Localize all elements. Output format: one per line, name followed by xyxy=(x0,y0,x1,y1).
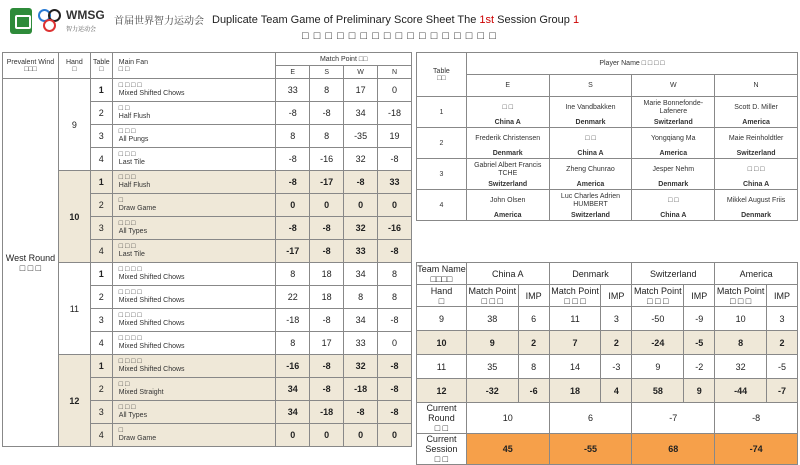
table-number: 3 xyxy=(90,309,112,332)
score-row xyxy=(417,331,798,355)
match-point-e: -8 xyxy=(276,148,310,171)
match-point-e: 8 xyxy=(276,125,310,148)
main-fan-cell: □ □ □ □ Mixed Shifted Chows xyxy=(112,286,275,309)
col-table: Table □ xyxy=(90,53,112,79)
imp-value: -3 xyxy=(601,355,632,379)
player-name: Jesper Nehm xyxy=(632,159,715,181)
col-match-point: Match Point □ □ □ xyxy=(632,285,684,307)
player-name: Yongqiang Ma xyxy=(632,128,715,150)
table-number: 2 xyxy=(90,194,112,217)
match-point-w: 0 xyxy=(344,194,378,217)
player-name: John Olsen xyxy=(466,190,549,212)
hand-number: 10 xyxy=(417,331,467,355)
match-point-s: -8 xyxy=(310,102,344,125)
match-point-w: 34 xyxy=(344,263,378,286)
match-point-value: 32 xyxy=(715,355,767,379)
table-number: 3 xyxy=(90,125,112,148)
player-name: Zheng Chunrao xyxy=(549,159,632,181)
match-point-e: 22 xyxy=(276,286,310,309)
match-point-n: 19 xyxy=(378,125,412,148)
current-session-value: -55 xyxy=(549,434,632,465)
table-number: 3 xyxy=(90,401,112,424)
table-number: 1 xyxy=(90,263,112,286)
player-name: Marie Bonnefonde-Lafenere xyxy=(632,97,715,119)
imp-value: -9 xyxy=(684,307,715,331)
player-name: □ □ xyxy=(549,128,632,150)
match-point-w: 17 xyxy=(344,79,378,102)
current-session-value: 68 xyxy=(632,434,715,465)
hand-number: 11 xyxy=(58,263,90,355)
player-country: Switzerland xyxy=(549,211,632,221)
match-point-n: -8 xyxy=(378,378,412,401)
match-point-n: 33 xyxy=(378,171,412,194)
match-point-s: 18 xyxy=(310,286,344,309)
player-name: □ □ xyxy=(632,190,715,212)
main-fan-cell: □ □ □ All Types xyxy=(112,217,275,240)
player-name: Maie Reinholdtler xyxy=(715,128,798,150)
player-name: Luc Charles Adrien HUMBERT xyxy=(549,190,632,212)
player-country: Switzerland xyxy=(466,180,549,190)
player-country: Switzerland xyxy=(632,118,715,128)
match-point-w: -8 xyxy=(344,401,378,424)
hand-number: 11 xyxy=(417,355,467,379)
current-session-value: -74 xyxy=(715,434,798,465)
main-fan-cell: □ □ □ Last Tile xyxy=(112,240,275,263)
current-round-value: -7 xyxy=(632,403,715,434)
hand-number: 12 xyxy=(58,355,90,447)
table-number: 4 xyxy=(417,190,467,221)
hand-number: 9 xyxy=(417,307,467,331)
hand-row xyxy=(3,355,412,378)
match-point-value: 14 xyxy=(549,355,601,379)
match-point-e: 0 xyxy=(276,194,310,217)
col-hand: Hand □ xyxy=(417,285,467,307)
player-name: Gabriel Albert Francis TCHE xyxy=(466,159,549,181)
main-fan-cell: □ □ □ Half Flush xyxy=(112,171,275,194)
wind-w: W xyxy=(632,75,715,97)
match-point-n: -8 xyxy=(378,240,412,263)
imp-value: 6 xyxy=(518,307,549,331)
match-point-e: 34 xyxy=(276,401,310,424)
player-country: Denmark xyxy=(715,211,798,221)
score-row xyxy=(417,355,798,379)
match-point-value: 18 xyxy=(549,379,601,403)
hand-number: 9 xyxy=(58,79,90,171)
wind-e: E xyxy=(466,75,549,97)
score-row xyxy=(417,307,798,331)
hand-row xyxy=(3,263,412,286)
table-number: 3 xyxy=(417,159,467,190)
match-point-n: -8 xyxy=(378,355,412,378)
match-point-w: 34 xyxy=(344,102,378,125)
group-number: 1 xyxy=(572,14,580,26)
match-point-e: -18 xyxy=(276,309,310,332)
match-point-w: 0 xyxy=(344,424,378,447)
match-point-s: 8 xyxy=(310,125,344,148)
match-point-n: 0 xyxy=(378,79,412,102)
match-point-value: -24 xyxy=(632,331,684,355)
col-team-name: Team Name □□□□ xyxy=(417,263,466,284)
match-point-w: 32 xyxy=(344,355,378,378)
player-country: Denmark xyxy=(466,149,549,159)
imp-value: 8 xyxy=(518,355,549,379)
imp-value: 4 xyxy=(601,379,632,403)
match-point-n: 0 xyxy=(378,194,412,217)
table-number: 1 xyxy=(90,355,112,378)
player-country: Denmark xyxy=(549,118,632,128)
table-number: 2 xyxy=(90,286,112,309)
col-imp: IMP xyxy=(518,285,549,307)
match-point-e: 34 xyxy=(276,378,310,401)
table-number: 1 xyxy=(90,79,112,102)
game-logo-icon xyxy=(10,8,32,34)
match-point-e: 8 xyxy=(276,263,310,286)
col-prevalent-wind: Prevalent Wind □□□ xyxy=(3,53,59,79)
match-point-s: 17 xyxy=(310,332,344,355)
match-point-value: -50 xyxy=(632,307,684,331)
match-point-s: -8 xyxy=(310,217,344,240)
match-point-n: -8 xyxy=(378,401,412,424)
table-number: 4 xyxy=(90,240,112,263)
col-match-point: Match Point □ □ □ xyxy=(466,285,518,307)
imp-value: 9 xyxy=(684,379,715,403)
match-point-w: -8 xyxy=(344,171,378,194)
wind-n: N xyxy=(715,75,798,97)
match-point-s: 18 xyxy=(310,263,344,286)
match-point-e: 0 xyxy=(276,424,310,447)
match-point-w: 33 xyxy=(344,332,378,355)
player-country: America xyxy=(715,118,798,128)
match-point-e: -8 xyxy=(276,171,310,194)
col-main-fan: Main Fan □ □ xyxy=(112,53,275,79)
imp-value: -7 xyxy=(767,379,798,403)
col-hand: Hand □ xyxy=(58,53,90,79)
score-row xyxy=(417,379,798,403)
imp-value: 2 xyxy=(767,331,798,355)
match-point-value: 58 xyxy=(632,379,684,403)
wind-s: S xyxy=(310,66,344,79)
player-name: Scott D. Miller xyxy=(715,97,798,119)
col-imp: IMP xyxy=(767,285,798,307)
current-round-value: 10 xyxy=(466,403,549,434)
table-number: 4 xyxy=(90,148,112,171)
hand-row xyxy=(3,171,412,194)
match-point-value: -44 xyxy=(715,379,767,403)
main-fan-cell: □ □ Mixed Straight xyxy=(112,378,275,401)
match-point-n: -18 xyxy=(378,102,412,125)
main-fan-cell: □ □ □ □ Mixed Shifted Chows xyxy=(112,263,275,286)
table-number: 4 xyxy=(90,424,112,447)
current-session-value: 45 xyxy=(466,434,549,465)
match-point-value: 9 xyxy=(466,331,518,355)
match-point-n: 0 xyxy=(378,332,412,355)
imp-value: 2 xyxy=(601,331,632,355)
page-title: Duplicate Team Game of Preliminary Score Sheet The 1st Session Group 1 xyxy=(212,14,580,26)
match-point-value: 38 xyxy=(466,307,518,331)
match-point-w: -18 xyxy=(344,378,378,401)
hand-row xyxy=(3,79,412,102)
team-score-table xyxy=(416,262,798,465)
session-number: 1st xyxy=(479,14,495,26)
wind-w: W xyxy=(344,66,378,79)
match-point-w: 32 xyxy=(344,217,378,240)
match-point-value: 7 xyxy=(549,331,601,355)
col-imp: IMP xyxy=(601,285,632,307)
player-name: Mikkel August Friis xyxy=(715,190,798,212)
wmsg-rings-icon xyxy=(38,9,64,33)
match-point-value: 11 xyxy=(549,307,601,331)
wind-e: E xyxy=(276,66,310,79)
match-point-s: -8 xyxy=(310,240,344,263)
col-match-point: Match Point □□ xyxy=(276,53,412,66)
player-country: China A xyxy=(715,180,798,190)
table-number: 4 xyxy=(90,332,112,355)
brand-subtitle: 智力运动会 xyxy=(66,27,97,33)
prevalent-wind-cell: West Round □ □ □ xyxy=(3,79,59,447)
main-fan-cell: □ □ □ All Pungs xyxy=(112,125,275,148)
match-point-e: -8 xyxy=(276,102,310,125)
match-point-s: -8 xyxy=(310,309,344,332)
player-country: Denmark xyxy=(632,180,715,190)
match-point-value: 35 xyxy=(466,355,518,379)
match-point-w: 34 xyxy=(344,309,378,332)
match-point-w: 32 xyxy=(344,148,378,171)
match-point-w: -35 xyxy=(344,125,378,148)
player-name: Frederik Christensen xyxy=(466,128,549,150)
hand-number: 12 xyxy=(417,379,467,403)
player-name: □ □ □ xyxy=(715,159,798,181)
main-fan-cell: □ □ Half Flush xyxy=(112,102,275,125)
imp-value: -6 xyxy=(518,379,549,403)
table-number: 1 xyxy=(417,97,467,128)
imp-value: 3 xyxy=(601,307,632,331)
match-point-s: 0 xyxy=(310,424,344,447)
player-names-table xyxy=(416,52,798,221)
match-point-s: -18 xyxy=(310,401,344,424)
wind-s: S xyxy=(549,75,632,97)
page-header xyxy=(0,0,800,50)
match-point-s: 0 xyxy=(310,194,344,217)
match-point-s: -8 xyxy=(310,378,344,401)
brand-name: WMSG xyxy=(66,8,105,22)
match-point-s: -16 xyxy=(310,148,344,171)
match-point-n: -8 xyxy=(378,148,412,171)
main-fan-cell: □ □ □ □ Mixed Shifted Chows xyxy=(112,309,275,332)
table-number: 2 xyxy=(417,128,467,159)
imp-value: -5 xyxy=(767,355,798,379)
player-country: America xyxy=(632,149,715,159)
player-country: Switzerland xyxy=(715,149,798,159)
match-point-value: 9 xyxy=(632,355,684,379)
imp-value: 3 xyxy=(767,307,798,331)
match-point-s: 8 xyxy=(310,79,344,102)
match-point-w: 8 xyxy=(344,286,378,309)
hand-number: 10 xyxy=(58,171,90,263)
player-name: □ □ xyxy=(466,97,549,119)
player-country: America xyxy=(549,180,632,190)
main-fan-cell: □ Draw Game xyxy=(112,194,275,217)
player-country: China A xyxy=(466,118,549,128)
imp-value: 2 xyxy=(518,331,549,355)
match-point-e: 33 xyxy=(276,79,310,102)
team-header: Switzerland xyxy=(632,263,715,285)
main-fan-cell: □ □ □ Last Tile xyxy=(112,148,275,171)
current-session-label: Current Session □ □ xyxy=(417,434,467,465)
cn-page-title: □ □ □ □ □ □ □ □ □ □ □ □ □ □ □ □ □ xyxy=(302,30,497,42)
main-fan-cell: □ □ □ □ Mixed Shifted Chows xyxy=(112,79,275,102)
col-imp: IMP xyxy=(684,285,715,307)
table-number: 2 xyxy=(90,378,112,401)
player-country: China A xyxy=(632,211,715,221)
player-country: America xyxy=(466,211,549,221)
imp-value: -5 xyxy=(684,331,715,355)
col-player-name: Player Name □ □ □ □ xyxy=(466,53,797,75)
player-country: China A xyxy=(549,149,632,159)
team-header: Denmark xyxy=(549,263,632,285)
match-point-n: 8 xyxy=(378,263,412,286)
col-table: Table □□ xyxy=(417,53,467,97)
current-round-label: Current Round □ □ xyxy=(417,403,467,434)
match-point-n: -16 xyxy=(378,217,412,240)
match-point-value: 8 xyxy=(715,331,767,355)
table-number: 3 xyxy=(90,217,112,240)
wind-n: N xyxy=(378,66,412,79)
main-fan-cell: □ □ □ All Types xyxy=(112,401,275,424)
main-fan-cell: □ □ □ □ Mixed Shifted Chows xyxy=(112,355,275,378)
team-header: China A xyxy=(466,263,549,285)
match-point-value: -32 xyxy=(466,379,518,403)
match-point-n: -8 xyxy=(378,309,412,332)
imp-value: -2 xyxy=(684,355,715,379)
match-point-e: -17 xyxy=(276,240,310,263)
match-point-value: 10 xyxy=(715,307,767,331)
match-point-w: 33 xyxy=(344,240,378,263)
current-round-value: 6 xyxy=(549,403,632,434)
current-round-value: -8 xyxy=(715,403,798,434)
col-match-point: Match Point □ □ □ xyxy=(549,285,601,307)
cn-event-title: 首届世界智力运动会 xyxy=(114,16,204,27)
player-name: Ine Vandbakken xyxy=(549,97,632,119)
match-point-e: -8 xyxy=(276,217,310,240)
main-fan-cell: □ □ □ □ Mixed Shifted Chows xyxy=(112,332,275,355)
table-number: 2 xyxy=(90,102,112,125)
match-point-s: -8 xyxy=(310,355,344,378)
match-point-n: 0 xyxy=(378,424,412,447)
hand-results-table xyxy=(2,52,412,447)
match-point-s: -17 xyxy=(310,171,344,194)
match-point-n: 8 xyxy=(378,286,412,309)
match-point-e: -16 xyxy=(276,355,310,378)
table-number: 1 xyxy=(90,171,112,194)
col-match-point: Match Point □ □ □ xyxy=(715,285,767,307)
match-point-e: 8 xyxy=(276,332,310,355)
team-header: America xyxy=(715,263,798,285)
main-fan-cell: □ Draw Game xyxy=(112,424,275,447)
